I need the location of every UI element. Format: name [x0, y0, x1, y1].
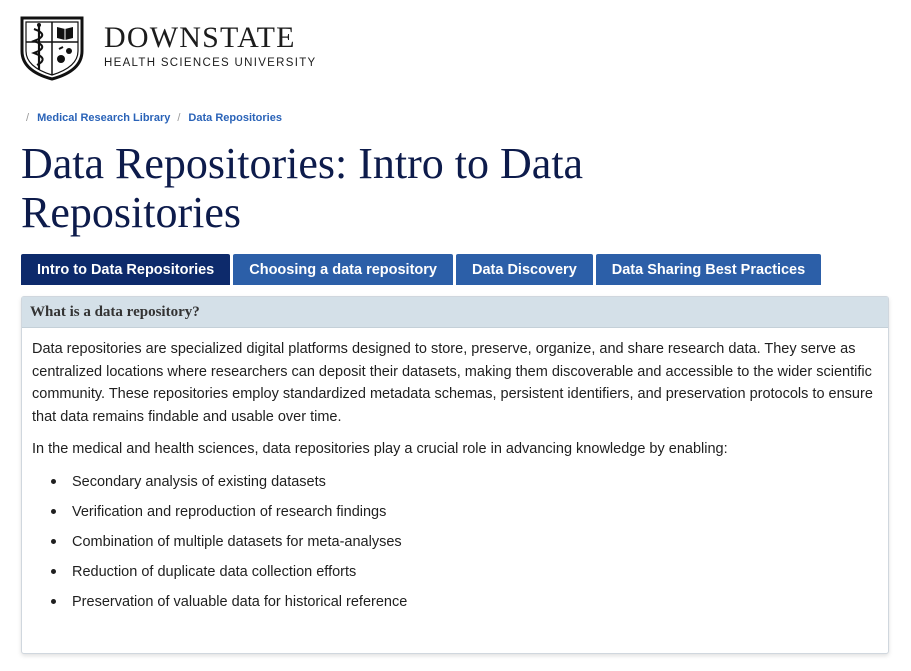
tab-intro-to-data-repositories[interactable]: Intro to Data Repositories — [21, 254, 230, 285]
breadcrumb-link-library[interactable]: Medical Research Library — [37, 112, 171, 124]
list-item: Secondary analysis of existing datasets — [72, 471, 878, 501]
site-logo[interactable] — [19, 15, 317, 81]
breadcrumb-separator: / — [26, 112, 30, 124]
box-body — [22, 328, 888, 621]
page-title: Data Repositories: Intro to Data Repositories — [21, 139, 584, 237]
breadcrumb-link-data-repositories[interactable]: Data Repositories — [188, 112, 282, 124]
tab-choosing-a-data-repository[interactable]: Choosing a data repository — [233, 254, 453, 285]
list-item: Verification and reproduction of research findings — [72, 501, 878, 531]
shield-caduceus-book-icon — [19, 15, 85, 81]
list-item: Reduction of duplicate data collection efforts — [72, 561, 878, 591]
logo-text — [104, 21, 317, 69]
guide-tabs — [21, 254, 824, 285]
tab-data-discovery[interactable]: Data Discovery — [456, 254, 593, 285]
breadcrumb — [26, 112, 289, 124]
box-heading: What is a data repository? — [22, 297, 888, 328]
breadcrumb-separator: / — [177, 112, 181, 124]
logo-subtitle: HEALTH SCIENCES UNIVERSITY — [104, 57, 317, 69]
content-box — [21, 296, 889, 654]
benefits-list — [32, 471, 878, 621]
enabling-paragraph: In the medical and health sciences, data repositories play a crucial role in advancing knowledge by enabling: — [32, 441, 728, 457]
list-item: Preservation of valuable data for historical reference — [72, 591, 878, 621]
list-item: Combination of multiple datasets for meta-analyses — [72, 531, 878, 561]
logo-name: DOWNSTATE — [104, 21, 296, 54]
intro-paragraph: Data repositories are specialized digital platforms designed to store, preserve, organize, and share research data. They serve as centralized locations where researchers can deposit their datasets, making them discoverable and accessible to the wider scientific community. These repositories employ standardized metadata schemas, persistent identifiers, and preservation protocols to ensure that data remains findable and usable over time. — [32, 341, 873, 425]
tab-data-sharing-best-practices[interactable]: Data Sharing Best Practices — [596, 254, 821, 285]
